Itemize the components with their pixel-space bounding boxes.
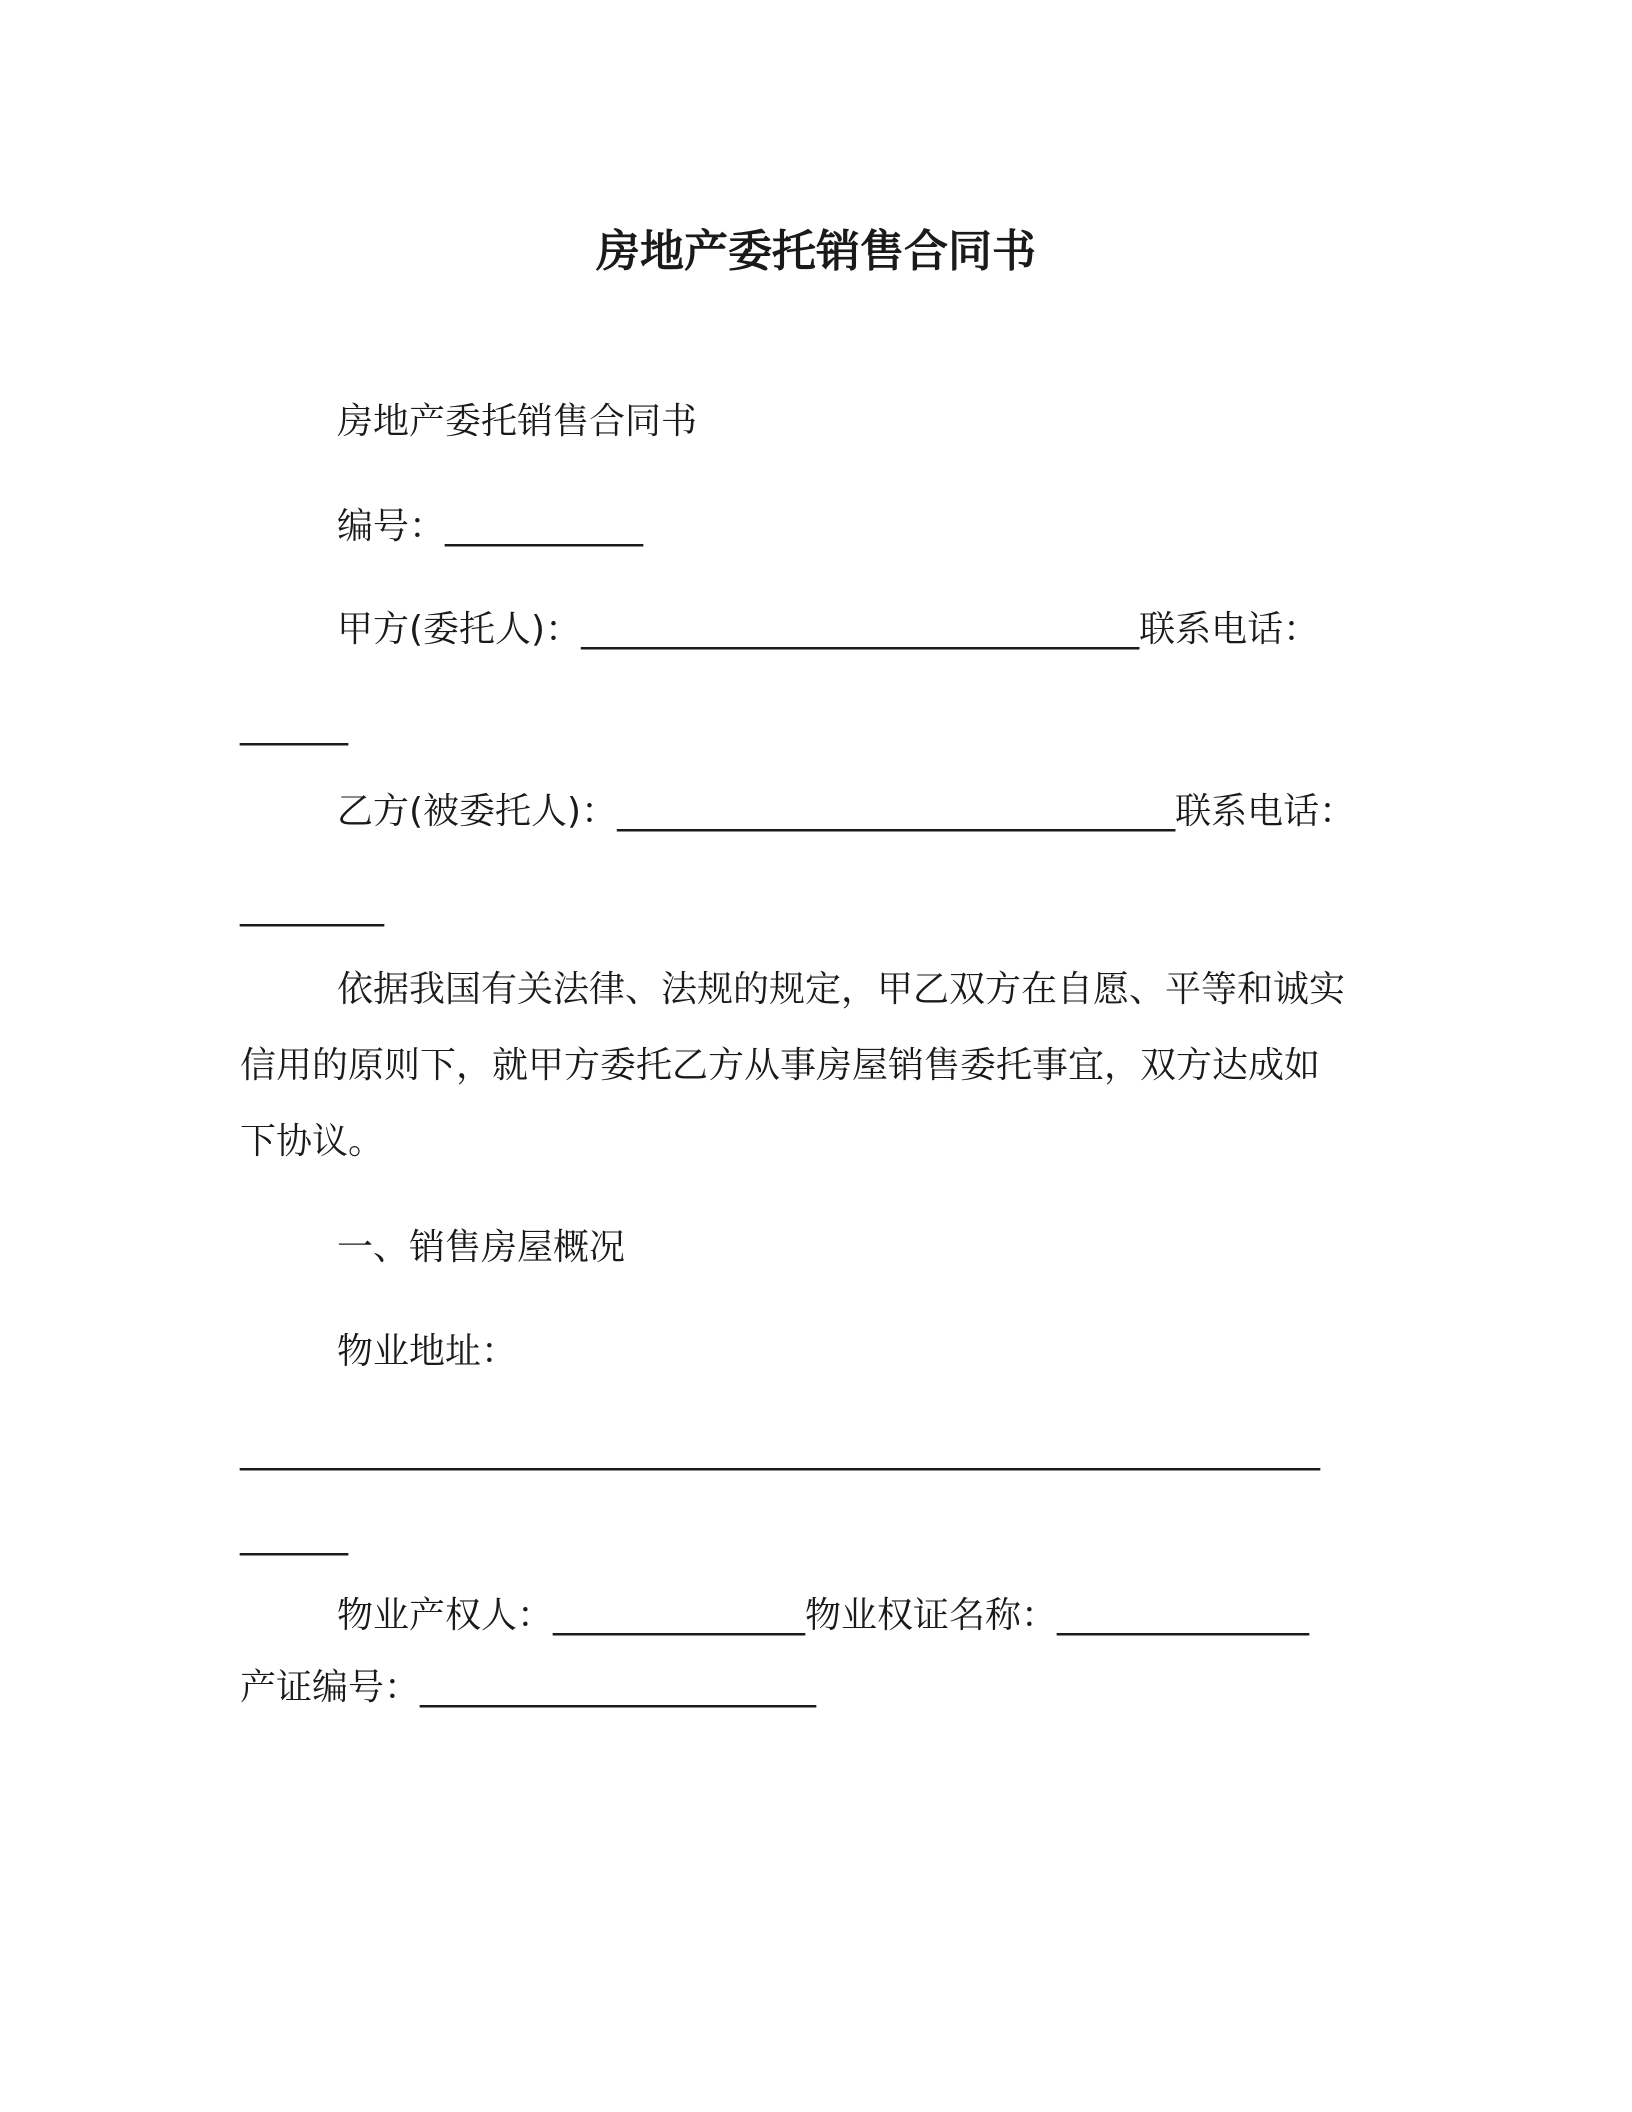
document-title: 房地产委托销售合同书 [596, 226, 1036, 277]
party-a-field: 甲方(委托人)：_______________________________联系电话： [337, 609, 1320, 650]
property-address-label: 物业地址： [337, 1331, 518, 1372]
party-a-phone-blank: ______ [240, 705, 348, 746]
contract-number-field: 编号：___________ [337, 506, 644, 547]
party-b-phone-blank: ________ [240, 886, 384, 927]
intro-paragraph-line-1: 依据我国有关法律、法规的规定，甲乙双方在自愿、平等和诚实 [337, 969, 1346, 1010]
certificate-number-field: 产证编号：______________________ [240, 1667, 817, 1708]
document-subtitle: 房地产委托销售合同书 [337, 401, 698, 442]
intro-paragraph-line-3: 下协议。 [240, 1121, 385, 1162]
property-address-blank-1: ____________________________________________________________ [240, 1430, 1320, 1471]
intro-paragraph-line-2: 信用的原则下，就甲方委托乙方从事房屋销售委托事宜，双方达成如 [240, 1045, 1321, 1086]
property-owner-field: 物业产权人：______________物业权证名称：______________ [337, 1595, 1310, 1636]
party-b-field: 乙方(被委托人)：_______________________________联系电话： [337, 791, 1356, 832]
property-address-blank-2: ______ [240, 1515, 348, 1556]
section-heading-1: 一、销售房屋概况 [337, 1227, 626, 1268]
